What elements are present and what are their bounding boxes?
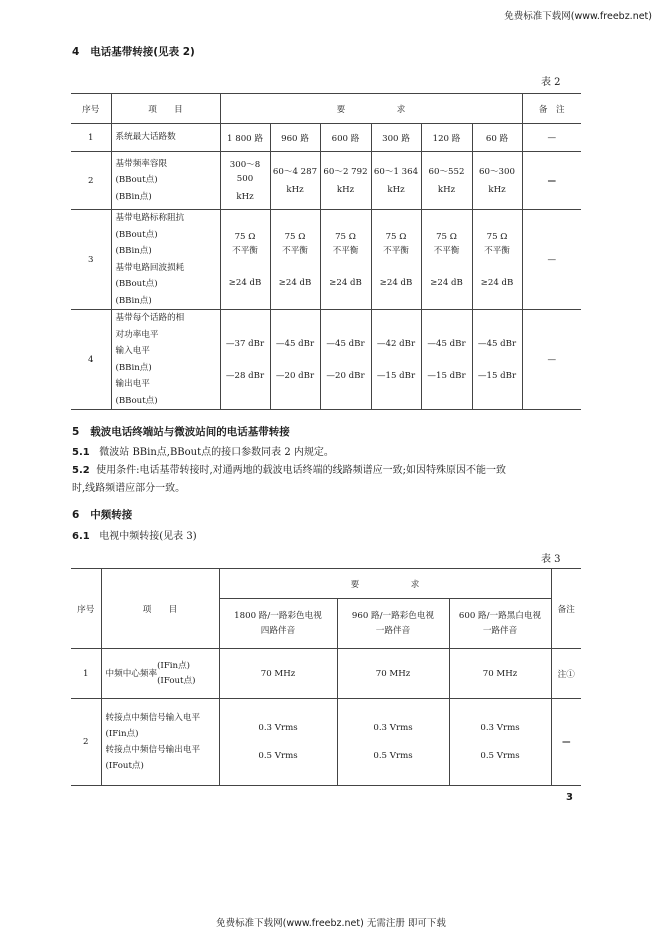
t3-r1-item-main: 中频中心频率	[105, 668, 158, 679]
table-row	[71, 124, 581, 152]
t2-r3-v5-imp: 75 Ω	[436, 231, 457, 242]
t2-r3-item-line: (BBout点)	[115, 229, 158, 240]
t2-r3-v6-bal: 不平衡	[484, 245, 510, 256]
t2-r4-v2-in: —45 dBr	[275, 338, 315, 349]
t2-r2-v2	[270, 152, 320, 210]
t2-r1-note: —	[522, 124, 581, 152]
t2-r2-v4	[371, 152, 421, 210]
table-3	[71, 568, 581, 786]
t2-r3-v4-imp: 75 Ω	[385, 231, 407, 242]
t2-r3-v4-loss: ≥24 dB	[379, 277, 413, 288]
t3-r2-seq: 2	[71, 699, 101, 786]
t2-r4-v4	[371, 310, 421, 410]
t2-r3-v1-bal: 不平衡	[232, 245, 258, 256]
section-4-title: 电话基带转接(见表 2)	[90, 46, 195, 58]
t2-r4-v2-out: —20 dBr	[275, 370, 315, 381]
t3-r2-item-line: 转接点中频信号输出电平	[105, 745, 201, 755]
t2-r4-item-line: (BBin点)	[115, 362, 152, 373]
t3-head-item: 项 目	[101, 569, 219, 649]
table-2-caption: 表 2	[541, 77, 561, 88]
t3-r2-item-line: (IFin点)	[105, 729, 139, 739]
t3-r1-item-point: (IFin点)	[157, 660, 191, 671]
section-4-number: 4	[72, 46, 80, 58]
t2-r4-v3-in: —45 dBr	[326, 338, 365, 349]
t2-r2-v4-range: 60～1 364	[373, 166, 419, 177]
t2-r3-seq: 3	[71, 210, 111, 310]
t2-r3-v2-bal: 不平衡	[282, 245, 308, 256]
t2-r4-v4-in: —42 dBr	[376, 338, 416, 349]
t2-r1-v3: 600 路	[320, 124, 371, 152]
clause-5-1-number: 5.1	[72, 447, 90, 458]
t3-r2-v2-out: 0.5 Vrms	[373, 751, 413, 761]
t3-head-col-1	[219, 599, 337, 649]
t2-r3-v2-loss: ≥24 dB	[278, 277, 312, 288]
t2-r4-item-line: 基带每个话路的相	[115, 313, 185, 323]
t2-r4-v4-out: —15 dBr	[376, 370, 416, 381]
t3-r1-v1: 70 MHz	[219, 649, 337, 699]
t3-r2-v1	[219, 699, 337, 786]
t2-r2-v3-unit: kHz	[336, 184, 355, 195]
t2-r3-v5-loss: ≥24 dB	[430, 277, 463, 288]
t2-r4-item	[111, 310, 220, 410]
section-6-number: 6	[72, 509, 80, 521]
t2-r2-seq: 2	[71, 152, 111, 210]
t3-r2-v3	[449, 699, 551, 786]
t2-r4-item-line: (BBout点)	[115, 395, 158, 406]
t2-r4-v1-in: —37 dBr	[225, 338, 265, 349]
t2-r2-v1-unit: kHz	[236, 191, 254, 202]
table-row	[71, 649, 581, 699]
t3-r2-v2-in: 0.3 Vrms	[373, 723, 413, 733]
t2-r4-v1	[220, 310, 270, 410]
t2-r2-item-line: 基带频率容限	[115, 158, 168, 169]
t2-r2-v2-unit: kHz	[286, 184, 304, 195]
t3-head-col-3	[449, 599, 551, 649]
t2-r3-item-line: 基带电路回波损耗	[115, 262, 185, 273]
clause-5-2-text: 使用条件:电话基带转接时,对通两地的载波电话终端的线路频谱应一致;如因特殊原因不能一致	[96, 465, 506, 476]
t3-r1-v2: 70 MHz	[337, 649, 449, 699]
t2-r2-item	[111, 152, 220, 210]
t2-r4-item-line: 对功率电平	[115, 329, 159, 340]
t2-r3-v2-imp: 75 Ω	[284, 231, 306, 242]
t2-r1-v2: 960 路	[270, 124, 320, 152]
t2-r4-v5-out: —15 dBr	[427, 370, 466, 381]
t2-r3-item-line: (BBin点)	[115, 295, 152, 306]
t2-r4-item-line: 输出电平	[115, 379, 150, 389]
t3-r2-v3-out: 0.5 Vrms	[480, 751, 520, 761]
t3-head-col-1-line: 四路伴音	[260, 625, 296, 636]
t2-r1-item: 系统最大话路数	[111, 124, 220, 152]
t3-head-col-1-line: 1800 路/一路彩色电视	[234, 610, 322, 621]
t2-r2-v6-range: 60～300	[479, 166, 515, 177]
clause-6-1-number: 6.1	[72, 531, 90, 542]
t2-r2-v5	[421, 152, 472, 210]
t2-r3-v2	[270, 210, 320, 310]
t2-head-note: 备 注	[522, 94, 581, 124]
clause-5-2	[72, 462, 587, 498]
clause-5-1	[72, 444, 334, 462]
site-header-link[interactable]: 免费标准下载网(www.freebz.net)	[504, 11, 652, 22]
t2-r3-v6-loss: ≥24 dB	[480, 277, 514, 288]
t2-r4-v5	[421, 310, 472, 410]
t2-r3-v1	[220, 210, 270, 310]
t2-r3-note: —	[522, 210, 581, 310]
t2-r2-v6-unit: kHz	[488, 184, 506, 195]
t2-r2-item-line: (BBin点)	[115, 191, 152, 202]
t2-r3-v1-imp: 75 Ω	[234, 231, 256, 242]
t2-r3-v3	[320, 210, 371, 310]
t2-r1-v5: 120 路	[421, 124, 472, 152]
t3-r2-v2	[337, 699, 449, 786]
t2-r4-v6	[472, 310, 522, 410]
t2-r3-item	[111, 210, 220, 310]
t3-head-seq: 序号	[71, 569, 101, 649]
table-2	[71, 93, 581, 410]
t2-r2-v2-range: 60～4 287	[272, 166, 318, 177]
t2-r1-v4: 300 路	[371, 124, 421, 152]
section-4-heading	[72, 44, 195, 59]
t2-r2-v4-unit: kHz	[387, 184, 405, 195]
t2-r3-v1-loss: ≥24 dB	[228, 277, 262, 288]
clause-6-1	[72, 528, 197, 546]
t2-r4-v6-out: —15 dBr	[477, 370, 517, 381]
page-number: 3	[566, 792, 573, 803]
table-row	[71, 210, 581, 310]
t3-r2-v3-in: 0.3 Vrms	[480, 723, 520, 733]
t3-r1-item-point: (IFout点)	[157, 675, 196, 686]
t2-r4-v2	[270, 310, 320, 410]
t2-r2-v1	[220, 152, 270, 210]
t3-r2-note: —	[551, 699, 581, 786]
t2-r3-item-line: (BBout点)	[115, 279, 158, 289]
t3-head-col-2-line: 一路伴音	[375, 625, 411, 636]
t3-r1-v3: 70 MHz	[449, 649, 551, 699]
t2-r3-item-line: (BBin点)	[115, 246, 152, 256]
clause-5-2-number: 5.2	[72, 465, 90, 476]
t2-head-req: 要 求	[220, 94, 522, 124]
t3-r2-v1-in: 0.3 Vrms	[258, 723, 298, 733]
t3-r1-note: 注①	[551, 649, 581, 699]
t3-head-note: 备注	[551, 569, 581, 649]
t2-r4-seq: 4	[71, 310, 111, 410]
t2-head-item: 项 目	[111, 94, 220, 124]
t2-r3-v3-bal: 不平衡	[332, 245, 359, 256]
t2-r3-v5-bal: 不平衡	[433, 245, 460, 256]
t2-r2-v6	[472, 152, 522, 210]
t2-r3-item-line: 基带电路标称阻抗	[115, 213, 185, 223]
t2-r4-v3	[320, 310, 371, 410]
t2-head-seq: 序号	[71, 94, 111, 124]
section-5-heading	[72, 424, 290, 439]
table-3-caption: 表 3	[541, 554, 561, 565]
table-3-header-row	[71, 569, 581, 599]
t2-r4-v3-out: —20 dBr	[326, 370, 365, 381]
t3-head-req: 要 求	[219, 569, 551, 599]
t3-r1-item	[101, 649, 219, 699]
t2-r1-seq: 1	[71, 124, 111, 152]
t3-head-col-3-line: 600 路/一路黑白电视	[458, 610, 542, 621]
t3-r2-item-line: (IFout点)	[105, 761, 144, 771]
t2-r4-v1-out: —28 dBr	[225, 370, 265, 381]
t2-r4-item-line: 输入电平	[115, 346, 150, 356]
t3-head-col-2-line: 960 路/一路彩色电视	[351, 610, 435, 621]
footer-download-banner[interactable]: 免费标准下载网(www.freebz.net) 无需注册 即可下载	[216, 918, 446, 929]
t2-r3-v3-loss: ≥24 dB	[329, 277, 362, 288]
clause-5-2-line-2: 时,线路频谱应部分一致。	[72, 483, 186, 494]
clause-5-1-text: 微波站 BBin点,BBout点的接口参数同表 2 内规定。	[99, 447, 334, 458]
t2-r1-v1: 1 800 路	[220, 124, 270, 152]
t3-head-col-3-line: 一路伴音	[482, 625, 518, 636]
t2-r2-v5-unit: kHz	[437, 184, 456, 195]
t2-r1-v6: 60 路	[472, 124, 522, 152]
t2-r4-note: —	[522, 310, 581, 410]
t2-r2-v3-range: 60～2 792	[323, 166, 368, 177]
section-5-number: 5	[72, 426, 80, 438]
t3-r1-item-wrap	[106, 659, 219, 689]
t3-r1-seq: 1	[71, 649, 101, 699]
t2-r3-v6-imp: 75 Ω	[486, 231, 508, 242]
t2-r4-v5-in: —45 dBr	[427, 338, 466, 349]
section-5-title: 载波电话终端站与微波站间的电话基带转接	[90, 426, 290, 438]
t2-r3-v5	[421, 210, 472, 310]
clause-6-1-text: 电视中频转接(见表 3)	[99, 531, 197, 542]
clause-5-2-line-1	[72, 462, 587, 480]
t2-r3-v4-bal: 不平衡	[383, 245, 409, 256]
t3-r2-item	[101, 699, 219, 786]
t2-r2-note: —	[522, 152, 581, 210]
t3-head-col-2	[337, 599, 449, 649]
table-row	[71, 310, 581, 410]
table-row	[71, 152, 581, 210]
table-2-header-row	[71, 94, 581, 124]
table-row	[71, 699, 581, 786]
t2-r4-v6-in: —45 dBr	[477, 338, 517, 349]
t3-r1-item-points	[157, 659, 195, 689]
t2-r2-v3	[320, 152, 371, 210]
t2-r2-item-line: (BBout点)	[115, 175, 158, 186]
t2-r2-v5-range: 60～552	[428, 166, 465, 177]
t3-r2-v1-out: 0.5 Vrms	[258, 751, 298, 761]
t2-r2-v1-range: 300～8 500	[229, 159, 261, 184]
section-6-heading	[72, 507, 132, 522]
t2-r3-v4	[371, 210, 421, 310]
section-6-title: 中频转接	[90, 509, 133, 521]
t2-r3-v6	[472, 210, 522, 310]
t3-r2-item-line: 转接点中频信号输入电平	[105, 713, 201, 723]
t2-r3-v3-imp: 75 Ω	[335, 231, 356, 242]
